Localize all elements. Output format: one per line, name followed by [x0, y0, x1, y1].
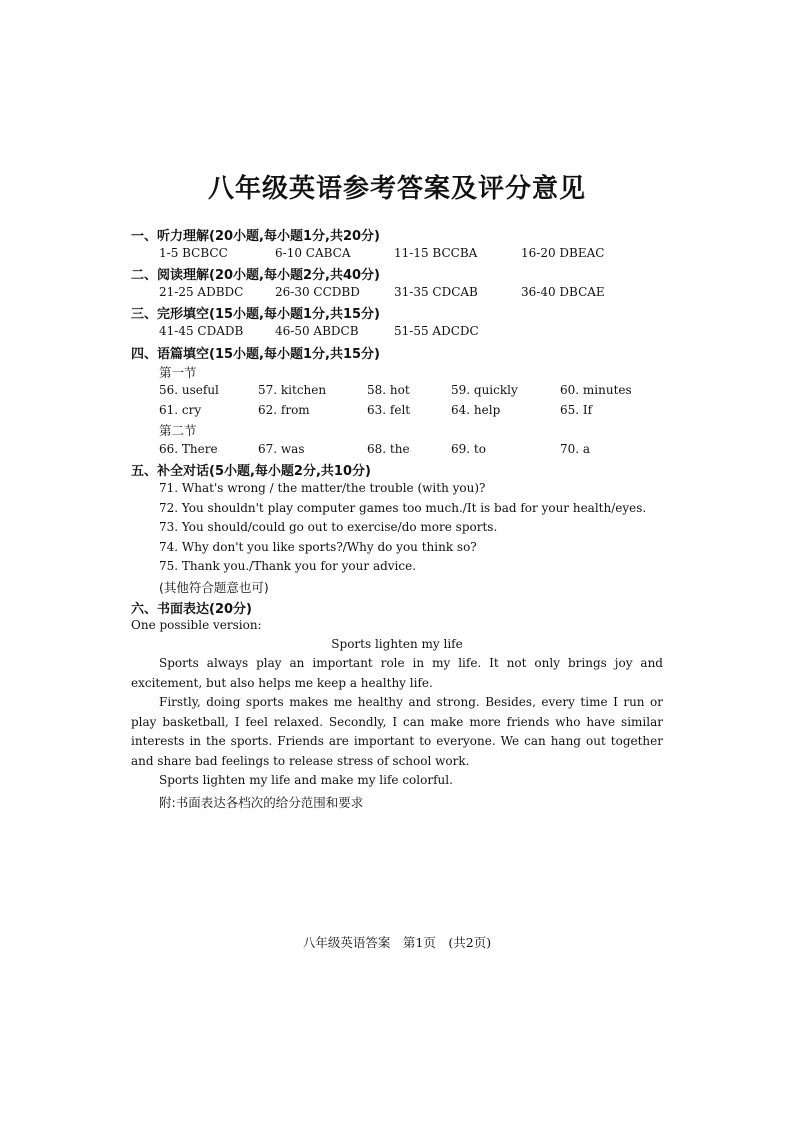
blank-answer: 66. There — [159, 442, 218, 456]
answer-group: 46-50 ABDCB — [275, 324, 359, 338]
section-5-heading: 五、补全对话(5小题,每小题2分,共10分) — [131, 464, 371, 479]
essay-paragraph: Sports lighten my life and make my life colorful. — [159, 773, 453, 787]
blank-answer: 68. the — [367, 442, 410, 456]
answer-group: 26-30 CCDBD — [275, 285, 360, 299]
essay-paragraph: Sports always play an important role in my life. It not only brings joy and excitement, but also helps me keep a healthy life. — [131, 656, 663, 690]
dialogue-answer: 73. You should/could go out to exercise/do more sports. — [159, 520, 498, 534]
dialogue-answer: 71. What's wrong / the matter/the trouble (with you)? — [159, 481, 486, 495]
answer-group: 51-55 ADCDC — [394, 324, 479, 338]
blank-answer: 69. to — [451, 442, 486, 456]
dialogue-answer: 75. Thank you./Thank you for your advice. — [159, 559, 417, 573]
blank-answer: 62. from — [258, 403, 310, 417]
blank-answer: 60. minutes — [560, 383, 632, 397]
essay-paragraph: Firstly, doing sports makes me healthy and strong. Besides, every time I run or play basketball, I feel relaxed. Secondly, I can make more friends who have similar interests in the sports. Friends are important to everyone. We can hang out together and share bad feelings to release stress of school work. — [131, 695, 663, 768]
blank-answer: 59. quickly — [451, 383, 518, 397]
answer-group: 41-45 CDADB — [159, 324, 244, 338]
essay-title: Sports lighten my life — [331, 637, 463, 651]
blank-answer: 58. hot — [367, 383, 410, 397]
answer-group: 21-25 ADBDC — [159, 285, 244, 299]
section-1-heading: 一、听力理解(20小题,每小题1分,共20分) — [131, 229, 380, 244]
blank-answer: 57. kitchen — [258, 383, 327, 397]
answer-group: 6-10 CABCA — [275, 246, 351, 260]
blank-answer: 63. felt — [367, 403, 411, 417]
blank-answer: 64. help — [451, 403, 501, 417]
blank-answer: 61. cry — [159, 403, 202, 417]
part-1-label: 第一节 — [159, 365, 197, 380]
section-6-heading: 六、书面表达(20分) — [131, 602, 252, 617]
answer-group: 36-40 DBCAE — [521, 285, 605, 299]
section-4-heading: 四、语篇填空(15小题,每小题1分,共15分) — [131, 347, 380, 362]
sample-intro: One possible version: — [131, 618, 262, 632]
page-footer: 八年级英语答案 第1页 (共2页) — [302, 935, 492, 950]
blank-answer: 67. was — [258, 442, 305, 456]
page-title: 八年级英语参考答案及评分意见 — [207, 174, 586, 204]
answer-group: 16-20 DBEAC — [521, 246, 605, 260]
part-2-label: 第二节 — [159, 423, 197, 438]
answer-group: 31-35 CDCAB — [394, 285, 478, 299]
blank-answer: 70. a — [560, 442, 591, 456]
blank-answer: 65. If — [560, 403, 593, 417]
grading-appendix: 附:书面表达各档次的给分范围和要求 — [159, 795, 364, 810]
acceptable-answers-note: (其他符合题意也可) — [159, 580, 269, 595]
dialogue-answer: 74. Why don't you like sports?/Why do you think so? — [159, 540, 477, 554]
answer-group: 1-5 BCBCC — [159, 246, 228, 260]
answer-group: 11-15 BCCBA — [394, 246, 478, 260]
section-3-heading: 三、完形填空(15小题,每小题1分,共15分) — [131, 307, 380, 322]
dialogue-answer: 72. You shouldn't play computer games too much./It is bad for your health/eyes. — [159, 501, 647, 515]
blank-answer: 56. useful — [159, 383, 219, 397]
section-2-heading: 二、阅读理解(20小题,每小题2分,共40分) — [131, 268, 380, 283]
